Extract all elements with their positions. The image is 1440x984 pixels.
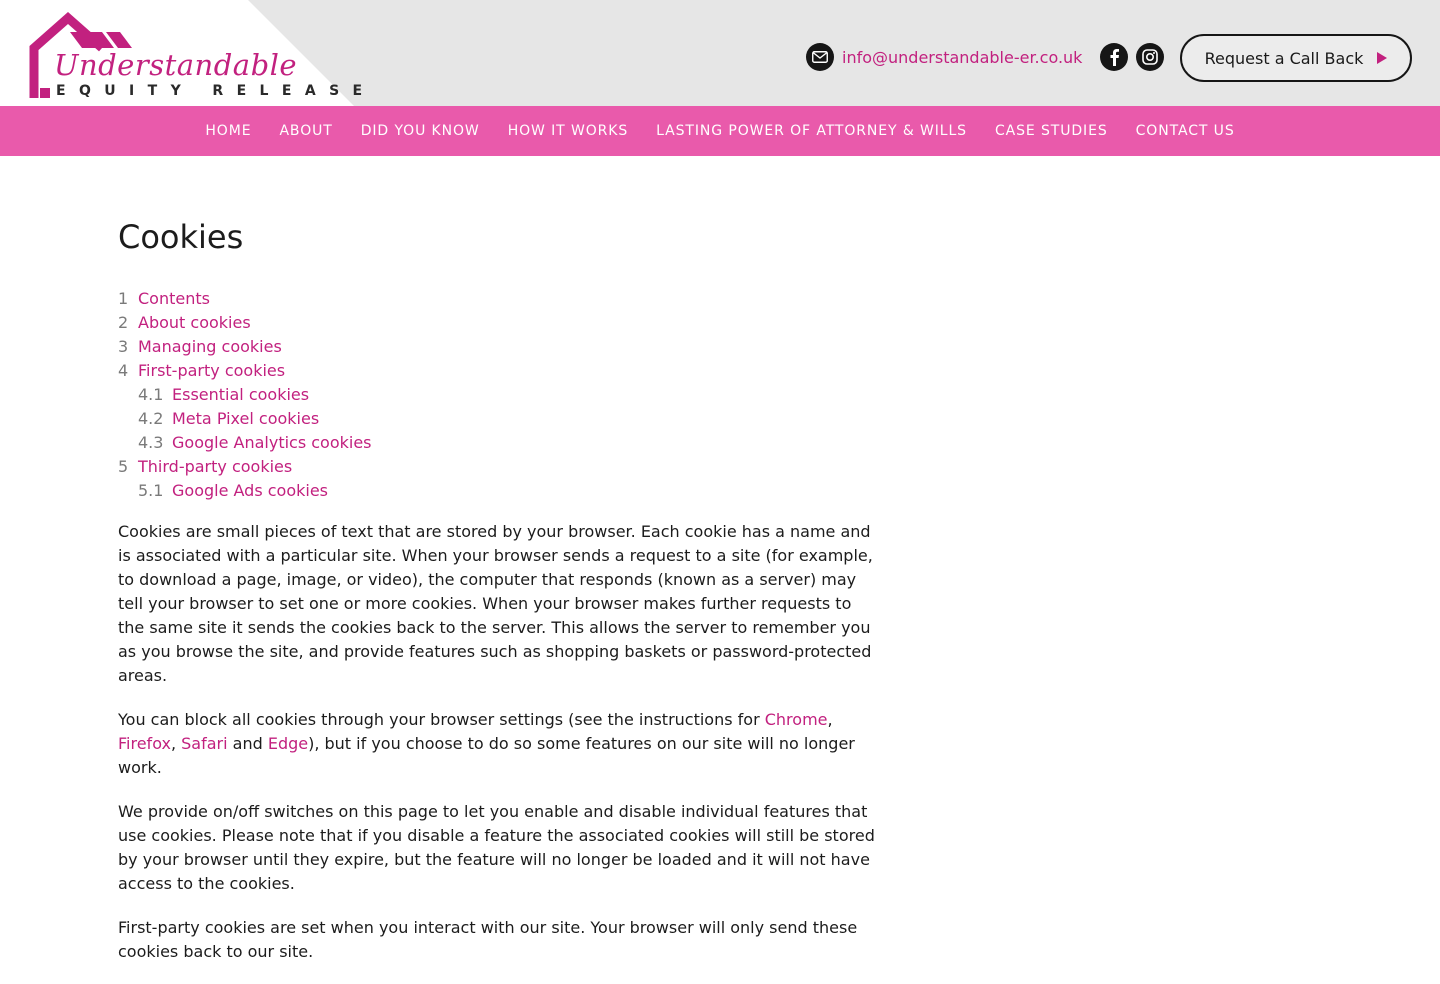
toc-link-contents[interactable]: Contents bbox=[138, 288, 210, 308]
toc-link-third-party-cookies[interactable]: Third-party cookies bbox=[138, 456, 293, 476]
toc-item bbox=[118, 406, 882, 430]
toc-link-about-cookies[interactable]: About cookies bbox=[138, 312, 251, 332]
toc-item bbox=[118, 382, 882, 406]
managing-cookies-paragraph bbox=[118, 708, 882, 780]
about-cookies-paragraph: Cookies are small pieces of text that are stored by your browser. Each cookie has a name and is associated with a particular site. When your browser sends a request to a site (for example, to download a page, image, or video), the computer that responds (known as a server) may tell your browser to set one or more cookies. When your browser makes further requests to the same site it sends the cookies back to the server. This allows the server to remember you as you browse the site, and provide features such as shopping baskets or password-protected areas. bbox=[118, 522, 873, 685]
toc-item bbox=[118, 334, 882, 358]
email-link[interactable]: info@understandable-er.co.uk bbox=[842, 47, 1083, 67]
toc-item bbox=[118, 310, 882, 334]
first-party-paragraph: First-party cookies are set when you interact with our site. Your browser will only send these cookies back to our site. bbox=[118, 918, 858, 961]
edge-link[interactable]: Edge bbox=[267, 734, 309, 753]
main-content bbox=[118, 218, 882, 984]
toc-number: 1 bbox=[118, 288, 129, 308]
switches-paragraph: We provide on/off switches on this page to let you enable and disable individual features that use cookies. Please note that if you disable a feature the associated cookies will still be stored by your browser until they expire, but the feature will no longer be loaded and it will not have access to the cookies. bbox=[118, 802, 875, 893]
instagram-icon[interactable] bbox=[1136, 43, 1164, 71]
envelope-icon bbox=[806, 43, 834, 71]
toc-number: 4 bbox=[118, 360, 129, 380]
toc-number: 5.1 bbox=[138, 480, 164, 500]
toc-number: 4.3 bbox=[138, 432, 164, 452]
nav-item-lasting-power-of-attorney[interactable]: LASTING POWER OF ATTORNEY & WILLS bbox=[656, 123, 967, 139]
toc-number: 4.2 bbox=[138, 408, 164, 428]
nav-item-contact-us[interactable]: CONTACT US bbox=[1135, 123, 1235, 139]
facebook-icon[interactable] bbox=[1100, 43, 1128, 71]
nav-item-did-you-know[interactable]: DID YOU KNOW bbox=[360, 123, 480, 139]
logo[interactable] bbox=[0, 0, 376, 106]
paragraph-text: and bbox=[227, 734, 268, 753]
toc-number: 5 bbox=[118, 456, 129, 476]
toc-link-meta-pixel-cookies[interactable]: Meta Pixel cookies bbox=[172, 408, 320, 428]
toc-item bbox=[118, 430, 882, 454]
logo-subtitle: EQUITY RELEASE bbox=[56, 83, 376, 99]
firefox-link[interactable]: Firefox bbox=[118, 734, 171, 753]
safari-link[interactable]: Safari bbox=[181, 734, 228, 753]
toc-link-google-ads-cookies[interactable]: Google Ads cookies bbox=[172, 480, 329, 500]
site-header bbox=[0, 0, 1440, 106]
toc-number: 4.1 bbox=[138, 384, 164, 404]
toc-item bbox=[118, 478, 882, 502]
main-nav bbox=[0, 106, 1440, 156]
header-email[interactable] bbox=[806, 43, 1082, 71]
toc-number: 2 bbox=[118, 312, 129, 332]
toc-link-first-party-cookies[interactable]: First-party cookies bbox=[138, 360, 286, 380]
table-of-contents bbox=[118, 286, 882, 502]
nav-item-home[interactable]: HOME bbox=[205, 123, 252, 139]
callback-label: Request a Call Back bbox=[1204, 48, 1364, 68]
toc-link-managing-cookies[interactable]: Managing cookies bbox=[138, 336, 282, 356]
toc-item bbox=[118, 358, 882, 382]
paragraph-text: You can block all cookies through your browser settings (see the instructions for bbox=[118, 710, 765, 729]
chrome-link[interactable]: Chrome bbox=[764, 710, 828, 729]
nav-item-about[interactable]: ABOUT bbox=[279, 123, 333, 139]
toc-link-essential-cookies[interactable]: Essential cookies bbox=[172, 384, 310, 404]
paragraph-text: , bbox=[170, 734, 182, 753]
page-title: Cookies bbox=[118, 218, 244, 256]
toc-link-google-analytics-cookies[interactable]: Google Analytics cookies bbox=[172, 432, 372, 452]
request-callback-button[interactable] bbox=[1180, 34, 1412, 82]
logo-script-text: Understandable bbox=[54, 48, 298, 82]
toc-item bbox=[118, 454, 882, 478]
toc-item bbox=[118, 286, 882, 310]
play-triangle-icon bbox=[1377, 52, 1387, 64]
nav-item-case-studies[interactable]: CASE STUDIES bbox=[994, 123, 1108, 139]
paragraph-text: , bbox=[827, 710, 833, 729]
nav-item-how-it-works[interactable]: HOW IT WORKS bbox=[507, 123, 629, 139]
paragraph-text: ), but if you choose to do so some features on our site will no longer work. bbox=[118, 734, 855, 777]
toc-number: 3 bbox=[118, 336, 129, 356]
